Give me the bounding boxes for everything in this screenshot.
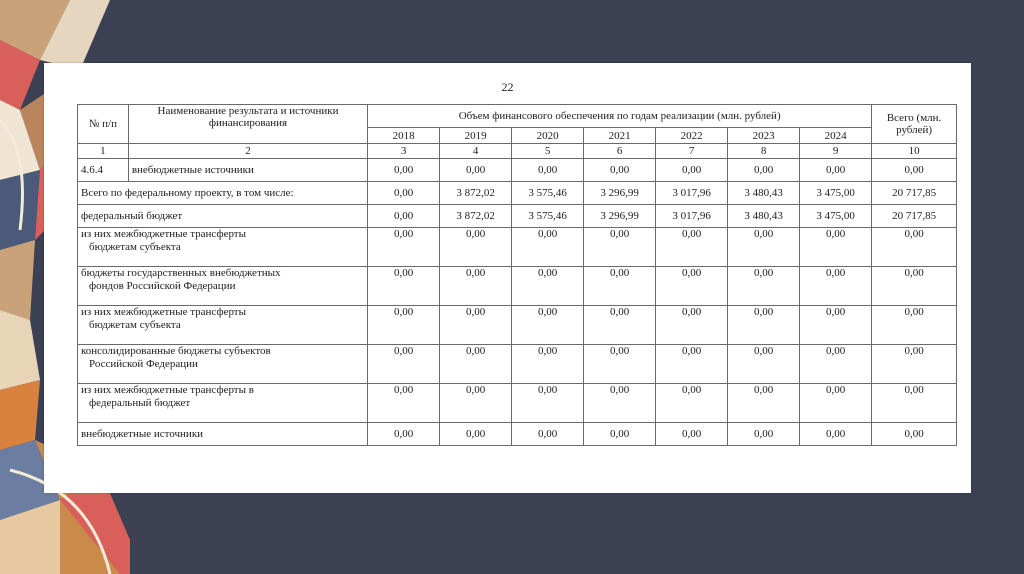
row-year-value: 0,00 bbox=[440, 306, 512, 345]
financing-table bbox=[77, 104, 957, 446]
table-row bbox=[78, 182, 957, 205]
column-index: 10 bbox=[872, 144, 957, 159]
row-year-value: 0,00 bbox=[728, 384, 800, 423]
row-total-value: 0,00 bbox=[872, 306, 957, 345]
row-label bbox=[78, 228, 368, 267]
header-funding: Объем финансового обеспечения по годам реализации (млн. рублей) bbox=[368, 105, 872, 128]
header-year: 2021 bbox=[584, 128, 656, 144]
row-year-value: 3 480,43 bbox=[728, 182, 800, 205]
column-index: 4 bbox=[440, 144, 512, 159]
row-year-value: 0,00 bbox=[512, 345, 584, 384]
row-year-value: 0,00 bbox=[512, 423, 584, 446]
row-year-value: 0,00 bbox=[584, 384, 656, 423]
row-year-value: 3 575,46 bbox=[512, 182, 584, 205]
table-row bbox=[78, 345, 957, 384]
row-year-value: 3 480,43 bbox=[728, 205, 800, 228]
row-year-value: 0,00 bbox=[728, 306, 800, 345]
row-label-line: Российской Федерации bbox=[89, 358, 198, 370]
column-index: 5 bbox=[512, 144, 584, 159]
row-label bbox=[128, 159, 367, 182]
table-row bbox=[78, 423, 957, 446]
row-year-value: 0,00 bbox=[368, 384, 440, 423]
row-year-value: 3 296,99 bbox=[584, 205, 656, 228]
row-year-value: 0,00 bbox=[512, 228, 584, 267]
row-year-value: 0,00 bbox=[440, 384, 512, 423]
row-label-line: из них межбюджетные трансферты в bbox=[81, 384, 254, 396]
header-year: 2023 bbox=[728, 128, 800, 144]
row-year-value: 0,00 bbox=[368, 267, 440, 306]
row-label-line: бюджеты государственных внебюджетных bbox=[81, 267, 281, 279]
table-row bbox=[78, 267, 957, 306]
row-year-value: 0,00 bbox=[656, 228, 728, 267]
row-total-value: 0,00 bbox=[872, 267, 957, 306]
row-year-value: 0,00 bbox=[800, 228, 872, 267]
row-year-value: 0,00 bbox=[656, 384, 728, 423]
row-year-value: 3 475,00 bbox=[800, 205, 872, 228]
row-label-line: Всего по федеральному проекту, в том числе: bbox=[81, 186, 294, 199]
row-label bbox=[78, 384, 368, 423]
row-year-value: 0,00 bbox=[800, 267, 872, 306]
row-year-value: 0,00 bbox=[440, 345, 512, 384]
row-year-value: 3 296,99 bbox=[584, 182, 656, 205]
row-year-value: 0,00 bbox=[368, 205, 440, 228]
header-year: 2018 bbox=[368, 128, 440, 144]
row-total-value: 0,00 bbox=[872, 384, 957, 423]
row-year-value: 0,00 bbox=[800, 306, 872, 345]
row-label bbox=[78, 345, 368, 384]
row-label-line: бюджетам субъекта bbox=[89, 319, 181, 331]
column-index: 9 bbox=[800, 144, 872, 159]
row-year-value: 0,00 bbox=[440, 423, 512, 446]
row-year-value: 0,00 bbox=[656, 423, 728, 446]
row-year-value: 0,00 bbox=[656, 159, 728, 182]
row-total-value: 20 717,85 bbox=[872, 205, 957, 228]
row-label bbox=[78, 423, 368, 446]
row-year-value: 0,00 bbox=[584, 228, 656, 267]
row-year-value: 0,00 bbox=[800, 159, 872, 182]
row-total-value: 20 717,85 bbox=[872, 182, 957, 205]
row-year-value: 0,00 bbox=[656, 267, 728, 306]
row-year-value: 0,00 bbox=[800, 423, 872, 446]
row-year-value: 0,00 bbox=[368, 423, 440, 446]
document-page bbox=[44, 63, 971, 493]
header-num: № п/п bbox=[78, 105, 129, 144]
row-label-line: внебюджетные источники bbox=[131, 163, 254, 176]
row-year-value: 0,00 bbox=[512, 306, 584, 345]
header-name: Наименование результата и источники финансирования bbox=[128, 105, 367, 144]
row-year-value: 0,00 bbox=[440, 267, 512, 306]
row-year-value: 0,00 bbox=[584, 423, 656, 446]
row-year-value: 3 575,46 bbox=[512, 205, 584, 228]
row-year-value: 0,00 bbox=[440, 228, 512, 267]
row-label-line: из них межбюджетные трансферты bbox=[81, 228, 246, 240]
row-year-value: 0,00 bbox=[728, 267, 800, 306]
row-year-value: 0,00 bbox=[584, 345, 656, 384]
row-total-value: 0,00 bbox=[872, 159, 957, 182]
column-index: 1 bbox=[78, 144, 129, 159]
row-year-value: 0,00 bbox=[728, 423, 800, 446]
row-year-value: 0,00 bbox=[440, 159, 512, 182]
header-year: 2022 bbox=[656, 128, 728, 144]
page-number: 22 bbox=[501, 80, 514, 94]
row-year-value: 3 475,00 bbox=[800, 182, 872, 205]
column-index: 2 bbox=[128, 144, 367, 159]
row-year-value: 0,00 bbox=[512, 384, 584, 423]
row-year-value: 0,00 bbox=[512, 159, 584, 182]
table-row bbox=[78, 159, 957, 182]
row-label bbox=[78, 182, 368, 205]
row-label bbox=[78, 306, 368, 345]
header-year: 2020 bbox=[512, 128, 584, 144]
table-row bbox=[78, 384, 957, 423]
row-label-line: бюджетам субъекта bbox=[89, 241, 181, 253]
row-number: 4.6.4 bbox=[78, 159, 129, 182]
row-label-line: федеральный бюджет bbox=[81, 209, 183, 222]
row-total-value: 0,00 bbox=[872, 423, 957, 446]
row-label-line: фондов Российской Федерации bbox=[89, 280, 236, 292]
row-year-value: 0,00 bbox=[656, 306, 728, 345]
column-index: 6 bbox=[584, 144, 656, 159]
row-label bbox=[78, 267, 368, 306]
table-row bbox=[78, 228, 957, 267]
row-label-line: из них межбюджетные трансферты bbox=[81, 306, 246, 318]
row-label bbox=[78, 205, 368, 228]
row-label-line: федеральный бюджет bbox=[89, 397, 191, 409]
row-year-value: 0,00 bbox=[656, 345, 728, 384]
row-year-value: 3 872,02 bbox=[440, 205, 512, 228]
row-total-value: 0,00 bbox=[872, 345, 957, 384]
row-year-value: 0,00 bbox=[800, 345, 872, 384]
row-year-value: 3 017,96 bbox=[656, 205, 728, 228]
row-year-value: 0,00 bbox=[584, 159, 656, 182]
header-total: Всего (млн. рублей) bbox=[872, 105, 957, 144]
row-year-value: 0,00 bbox=[512, 267, 584, 306]
row-year-value: 0,00 bbox=[728, 228, 800, 267]
row-year-value: 0,00 bbox=[800, 384, 872, 423]
table-row bbox=[78, 205, 957, 228]
row-total-value: 0,00 bbox=[872, 228, 957, 267]
row-year-value: 0,00 bbox=[368, 182, 440, 205]
row-year-value: 0,00 bbox=[368, 228, 440, 267]
row-year-value: 0,00 bbox=[728, 345, 800, 384]
row-year-value: 0,00 bbox=[584, 306, 656, 345]
row-year-value: 0,00 bbox=[368, 306, 440, 345]
table-row bbox=[78, 306, 957, 345]
column-index: 3 bbox=[368, 144, 440, 159]
row-label-line: внебюджетные источники bbox=[81, 427, 204, 440]
header-year: 2024 bbox=[800, 128, 872, 144]
header-year: 2019 bbox=[440, 128, 512, 144]
row-year-value: 3 872,02 bbox=[440, 182, 512, 205]
row-label-line: консолидированные бюджеты субъектов bbox=[81, 345, 271, 357]
column-index: 7 bbox=[656, 144, 728, 159]
row-year-value: 0,00 bbox=[368, 345, 440, 384]
row-year-value: 0,00 bbox=[584, 267, 656, 306]
row-year-value: 0,00 bbox=[728, 159, 800, 182]
row-year-value: 0,00 bbox=[368, 159, 440, 182]
row-year-value: 3 017,96 bbox=[656, 182, 728, 205]
column-index: 8 bbox=[728, 144, 800, 159]
